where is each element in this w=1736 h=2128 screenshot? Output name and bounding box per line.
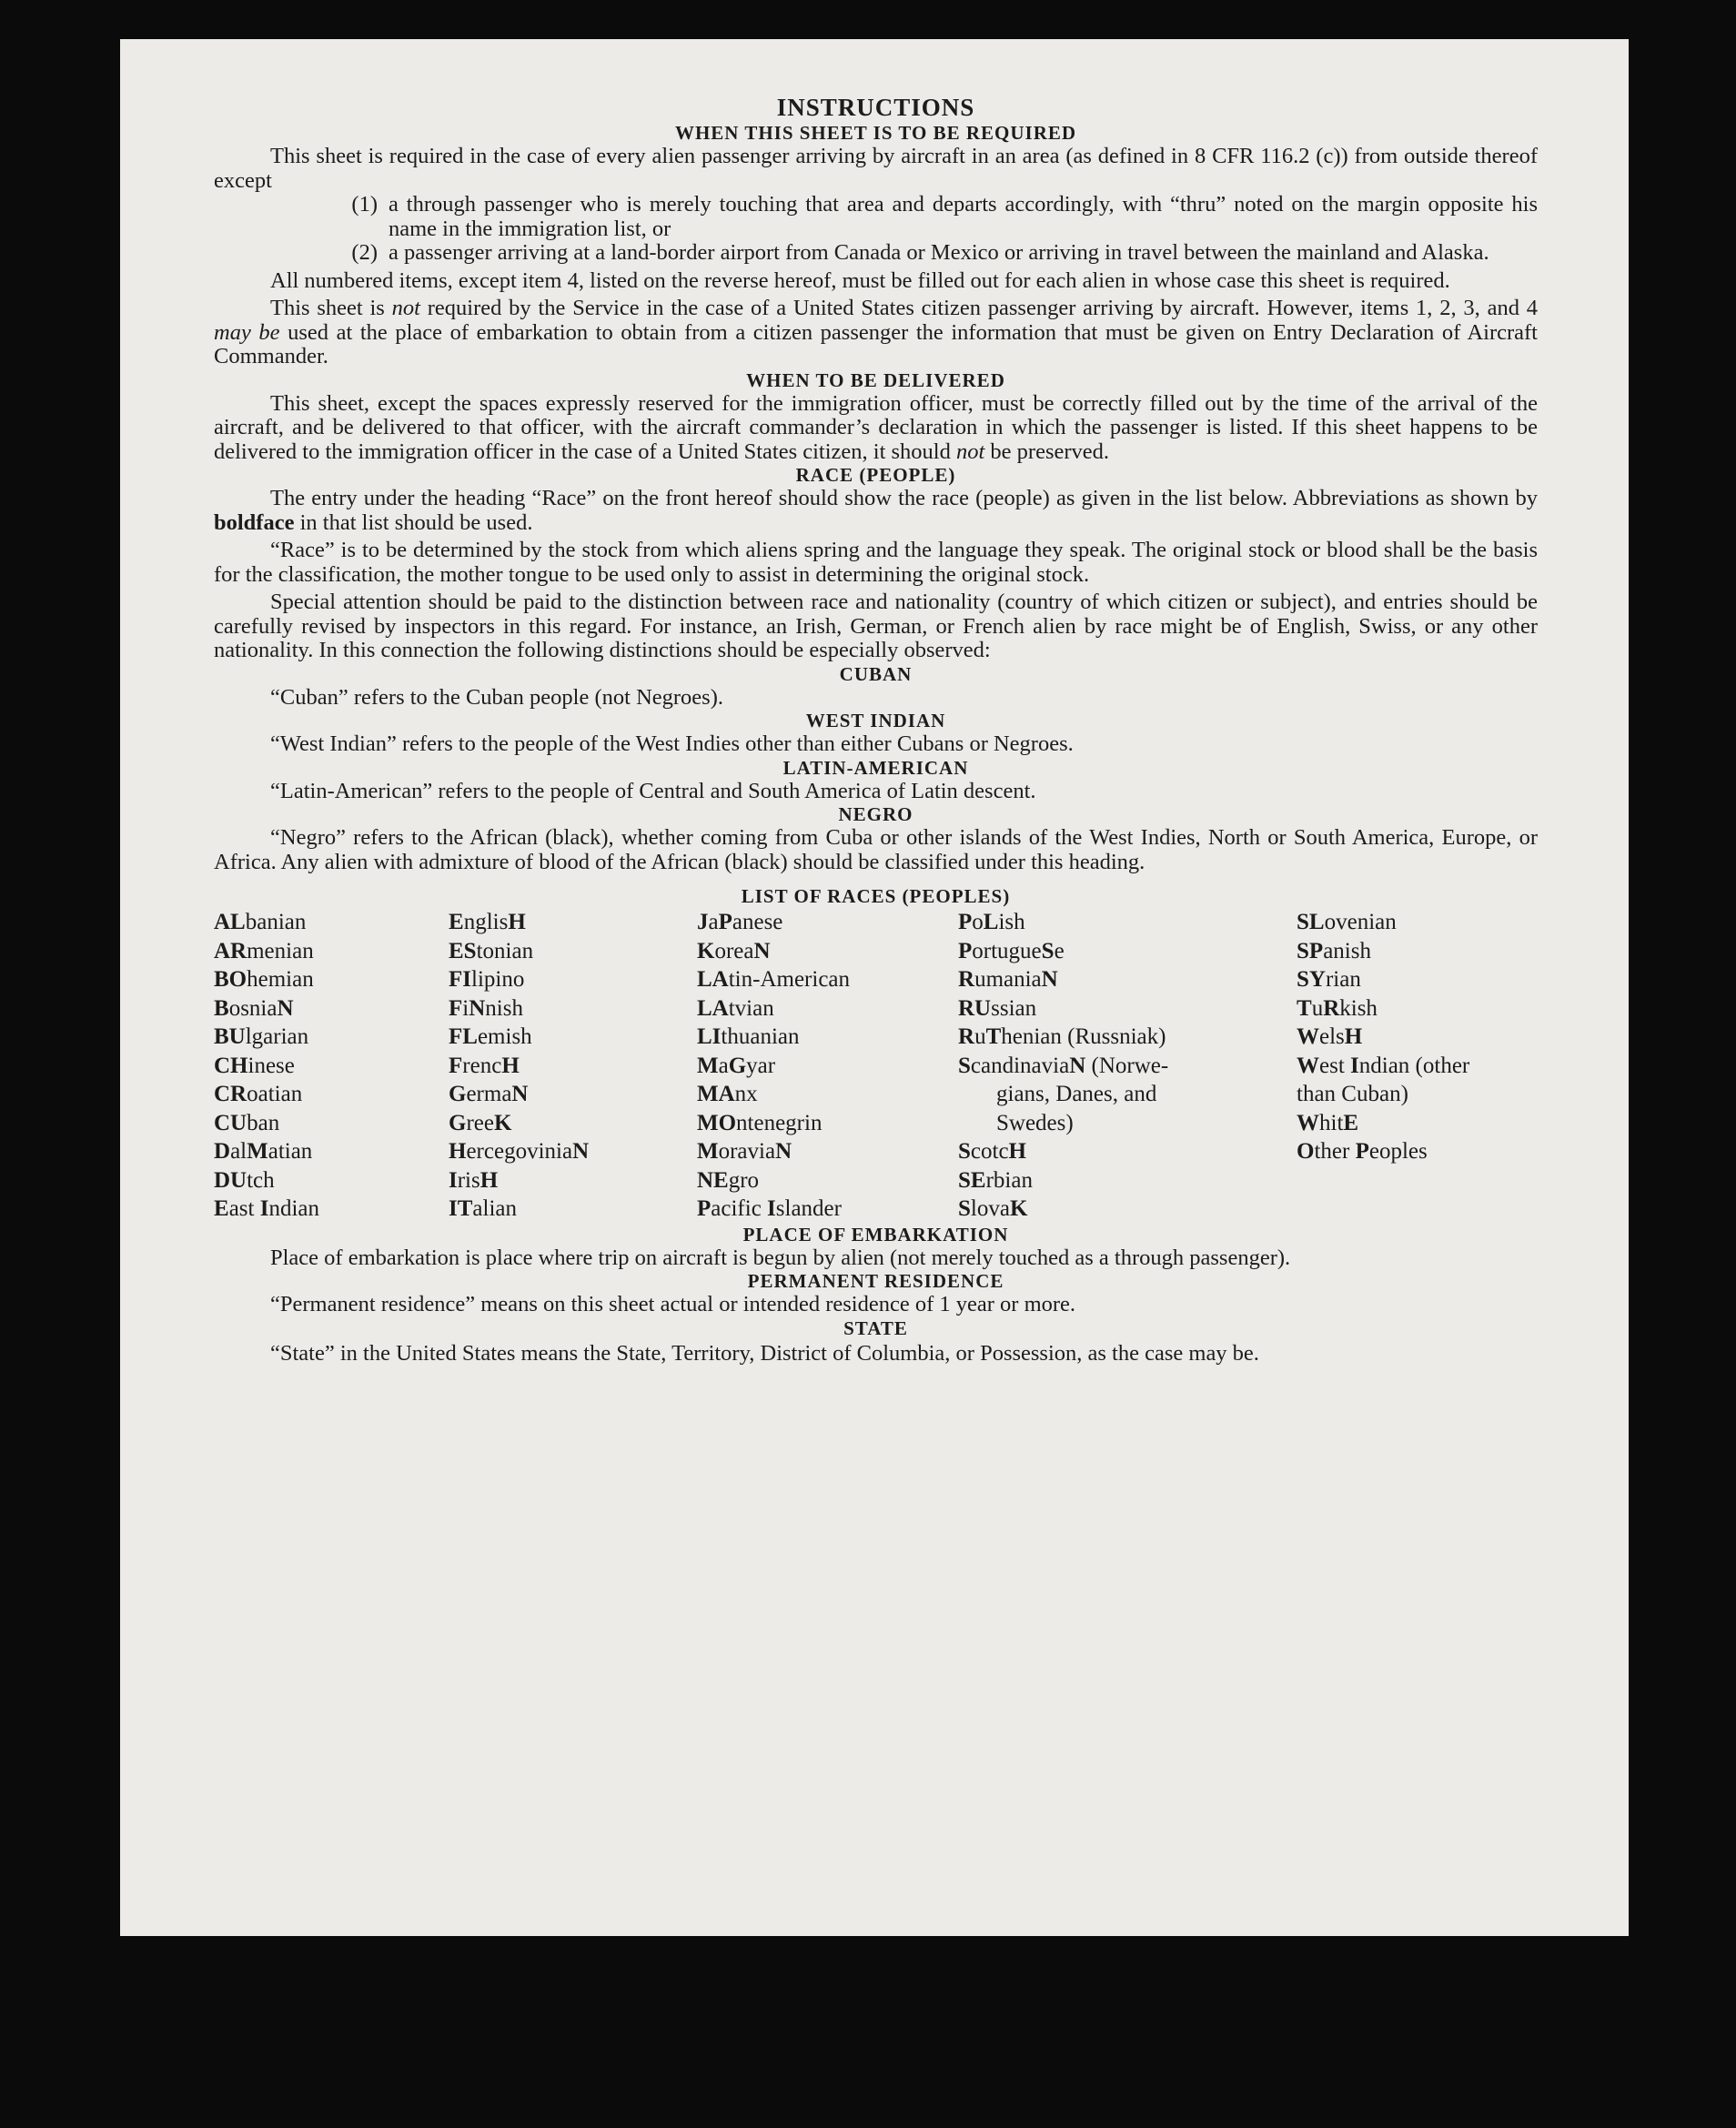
cuban-paragraph: “Cuban” refers to the Cuban people (not Negroes). [270, 684, 723, 710]
exception-item-1-number: (1) [351, 192, 378, 217]
citizen-paragraph [214, 297, 1538, 369]
race-entry: DalMatian [214, 1139, 313, 1164]
race-entry: MOntenegrin [697, 1110, 823, 1135]
race-entry: NEgro [697, 1167, 760, 1193]
race-entry: LIthuanian [697, 1024, 800, 1049]
exception-item-1-text: a through passenger who is merely touching that area and departs accordingly, with “thru” noted on the margin opposite his name in the immigration list, or [389, 192, 1538, 241]
delivered-paragraph-part-a: This sheet, except the spaces expressly reserved for the immigration officer, must be correctly filled out by the time of the arrival of the aircraft, and be delivered to that officer, with the aircraft commander’s declaration in which the passenger is listed. If this sheet happens to be delivered to the immigration officer in the case of a United States citizen, it should [214, 390, 1538, 464]
race-entry: BosniaN [214, 995, 294, 1021]
race-entry: ScandinaviaN (Norwe- [958, 1053, 1169, 1078]
delivered-paragraph-not: not [955, 439, 985, 464]
race-entry: GermaN [449, 1082, 529, 1106]
heading-state: STATE [843, 1316, 908, 1339]
race-entry: ScotcH [958, 1139, 1026, 1164]
race-paragraph-1-part-a: The entry under the heading “Race” on the front hereof should show the race (people) as given in the list below. Abbreviations as shown by [270, 486, 1538, 510]
race-entry: MaGyar [697, 1053, 776, 1078]
races-column-5 [1297, 908, 1538, 1224]
race-paragraph-1-part-b: in that list should be used. [294, 509, 533, 535]
numbered-items-paragraph: All numbered items, except item 4, listed on the reverse hereof, must be filled out for each alien in whose case this sheet is required. [270, 267, 1450, 293]
races-column-4 [958, 908, 1297, 1224]
race-entry: EnglisH [449, 910, 526, 934]
race-entry: FiNnish [449, 995, 523, 1021]
race-entry: FLemish [449, 1024, 532, 1049]
citizen-paragraph-not: not [391, 296, 420, 320]
race-paragraph-2: “Race” is to be determined by the stock from which aliens spring and the language they speak. The original stock or blood shall be the basis for the classification, the mother tongue to be used only to assist in determining the original stock. [214, 538, 1538, 587]
delivered-paragraph [214, 392, 1538, 465]
heading-permanent-residence: PERMANENT RESIDENCE [747, 1270, 1004, 1292]
race-entry: PortugueSe [958, 938, 1065, 963]
races-column-2 [449, 908, 697, 1224]
citizen-paragraph-part-b: required by the Service in the case of a United States citizen passenger arriving by aircraft. However, items 1, 2, 3, and 4 [419, 296, 1538, 320]
heading-list-of-races: LIST OF RACES (PEOPLES) [741, 885, 1011, 907]
race-entry: FrencH [449, 1053, 520, 1078]
citizen-paragraph-part-a: This sheet is [270, 296, 392, 320]
race-entry: EStonian [449, 938, 534, 963]
race-entry: LAtin-American [697, 967, 851, 992]
race-entry: BUlgarian [214, 1024, 309, 1049]
race-entry: SErbian [958, 1167, 1033, 1193]
race-entry: WelsH [1297, 1024, 1363, 1049]
race-entry: SPanish [1297, 938, 1371, 963]
page-title: INSTRUCTIONS [776, 94, 975, 121]
heading-cuban: CUBAN [839, 662, 913, 685]
race-entry: gians, Danes, and [996, 1082, 1157, 1106]
race-entry: CRoatian [214, 1082, 303, 1106]
race-entry: ITalian [449, 1196, 517, 1221]
race-entry: PoLish [958, 910, 1025, 934]
race-entry: DUtch [214, 1167, 275, 1193]
latin-american-paragraph: “Latin-American” refers to the people of Central and South America of Latin descent. [270, 778, 1036, 803]
race-entry: Swedes) [996, 1110, 1074, 1135]
instruction-sheet [120, 39, 1629, 1936]
race-paragraph-1-boldface: boldface [214, 509, 295, 535]
race-paragraph-1 [214, 487, 1538, 535]
race-entry: RumaniaN [958, 967, 1058, 992]
race-entry: SYrian [1297, 967, 1361, 992]
heading-negro: NEGRO [838, 803, 913, 825]
race-entry: CHinese [214, 1053, 295, 1078]
exception-item-2-text: a passenger arriving at a land-border airport from Canada or Mexico or arriving in travel between the mainland and Alaska. [389, 240, 1489, 265]
race-entry: HercegoviniaN [449, 1139, 590, 1164]
race-entry: Other Peoples [1297, 1139, 1428, 1164]
race-entry: MoraviaN [697, 1139, 792, 1164]
exception-item-2 [214, 241, 1538, 266]
race-entry: West Indian (other [1297, 1053, 1470, 1078]
heading-place-of-embarkation: PLACE OF EMBARKATION [742, 1223, 1009, 1246]
race-paragraph-3: Special attention should be paid to the distinction between race and nationality (country of which citizen or subject), and entries should be carefully revised by inspectors in this regard. For instance, an Irish, German, or French alien by race might be of English, Swiss, or any other nationality. In this connection the following distinctions should be especially observed: [214, 590, 1538, 662]
race-entry: ARmenian [214, 938, 314, 963]
negro-paragraph: “Negro” refers to the African (black), whether coming from Cuba or other islands of the West Indies, North or South America, Europe, or Africa. Any alien with admixture of blood of the African (black) should be classified under this heading. [214, 825, 1538, 874]
citizen-paragraph-part-c: used at the place of embarkation to obtain from a citizen passenger the information that must be given on Entry Declaration of Aircraft Commander. [214, 319, 1538, 368]
heading-west-indian: WEST INDIAN [805, 710, 946, 731]
race-entry: Pacific Islander [697, 1196, 842, 1221]
race-entry: FIlipino [449, 967, 525, 992]
embarkation-paragraph: Place of embarkation is place where trip on aircraft is begun by alien (not merely touched as a through passenger). [270, 1245, 1291, 1270]
races-list [214, 908, 1538, 1224]
race-entry: SLovenian [1297, 910, 1397, 934]
exception-item-1 [214, 193, 1538, 241]
race-entry: MAnx [697, 1082, 758, 1106]
race-entry: IrisH [449, 1167, 499, 1193]
delivered-paragraph-part-b: be preserved. [984, 439, 1110, 464]
heading-race: RACE (PEOPLE) [795, 464, 956, 486]
race-entry: TuRkish [1297, 995, 1378, 1021]
race-entry: GreeK [449, 1110, 512, 1135]
race-entry: KoreaN [697, 938, 771, 963]
state-paragraph: “State” in the United States means the State, Territory, District of Columbia, or Possession, as the case may be. [270, 1340, 1259, 1366]
race-entry: than Cuban) [1297, 1082, 1408, 1106]
heading-latin-american: LATIN-AMERICAN [782, 756, 969, 779]
races-column-3 [697, 908, 958, 1224]
race-entry: East Indian [214, 1196, 319, 1221]
west-indian-paragraph: “West Indian” refers to the people of the West Indies other than either Cubans or Negroes. [270, 731, 1074, 756]
heading-when-required: WHEN THIS SHEET IS TO BE REQUIRED [674, 122, 1077, 144]
race-entry: LAtvian [697, 995, 774, 1021]
heading-when-delivered: WHEN TO BE DELIVERED [746, 368, 1005, 391]
race-entry: JaPanese [697, 910, 783, 934]
citizen-paragraph-may-be: may be [214, 319, 280, 345]
race-entry: BOhemian [214, 967, 314, 992]
race-entry: SlovaK [958, 1196, 1028, 1221]
race-entry: ALbanian [214, 910, 307, 934]
race-entry: RuThenian (Russniak) [958, 1024, 1166, 1049]
race-entry: RUssian [958, 995, 1037, 1021]
required-intro-paragraph: This sheet is required in the case of every alien passenger arriving by aircraft in an area (as defined in 8 CFR 116.2 (c)) from outside thereof except [214, 144, 1538, 193]
races-column-1 [214, 908, 449, 1224]
exception-item-2-number: (2) [351, 240, 378, 265]
race-entry: WhitE [1297, 1110, 1359, 1135]
residence-paragraph: “Permanent residence” means on this sheet actual or intended residence of 1 year or more. [270, 1292, 1076, 1316]
race-entry: CUban [214, 1110, 280, 1135]
